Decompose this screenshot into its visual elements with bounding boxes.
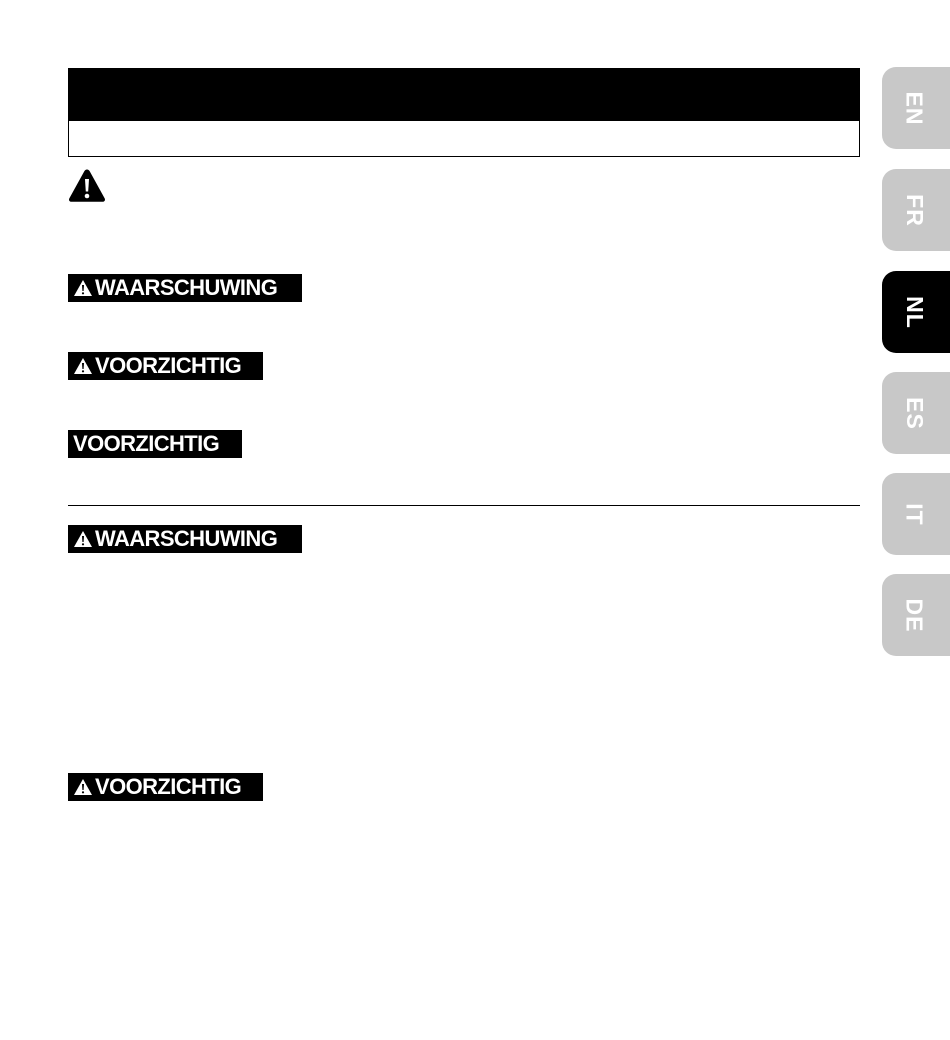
caution-label-text: VOORZICHTIG bbox=[95, 353, 242, 378]
warning-label-text: WAARSCHUWING bbox=[95, 275, 278, 300]
warning-triangle-icon bbox=[73, 530, 93, 548]
header-title-bar bbox=[68, 68, 860, 121]
warning-section-label bbox=[68, 525, 302, 553]
lang-tab-nl[interactable] bbox=[882, 271, 950, 353]
lang-tab-label: IT bbox=[901, 502, 928, 526]
caution-section-text: VOORZICHTIG bbox=[95, 774, 242, 799]
caution-label-legend bbox=[68, 352, 263, 380]
warning-triangle-icon bbox=[73, 357, 93, 375]
lang-tab-fr[interactable] bbox=[882, 169, 950, 251]
caution-section-label bbox=[68, 773, 263, 801]
header-subtitle-box bbox=[68, 121, 860, 157]
notice-label-legend bbox=[68, 430, 242, 458]
lang-tab-label: NL bbox=[901, 295, 928, 329]
lang-tab-es[interactable] bbox=[882, 372, 950, 454]
warning-triangle-icon bbox=[73, 279, 93, 297]
warning-section-text: WAARSCHUWING bbox=[95, 526, 278, 551]
notice-label-text: VOORZICHTIG bbox=[73, 431, 220, 456]
section-divider bbox=[68, 505, 860, 506]
lang-tab-label: EN bbox=[901, 91, 928, 125]
lang-tab-label: FR bbox=[901, 193, 928, 227]
lang-tab-de[interactable] bbox=[882, 574, 950, 656]
lang-tab-label: DE bbox=[901, 598, 928, 632]
warning-triangle-icon bbox=[73, 778, 93, 796]
warning-label-legend bbox=[68, 274, 302, 302]
lang-tab-label: ES bbox=[901, 396, 928, 430]
warning-triangle-icon bbox=[68, 168, 106, 203]
lang-tab-it[interactable] bbox=[882, 473, 950, 555]
lang-tab-en[interactable] bbox=[882, 67, 950, 149]
